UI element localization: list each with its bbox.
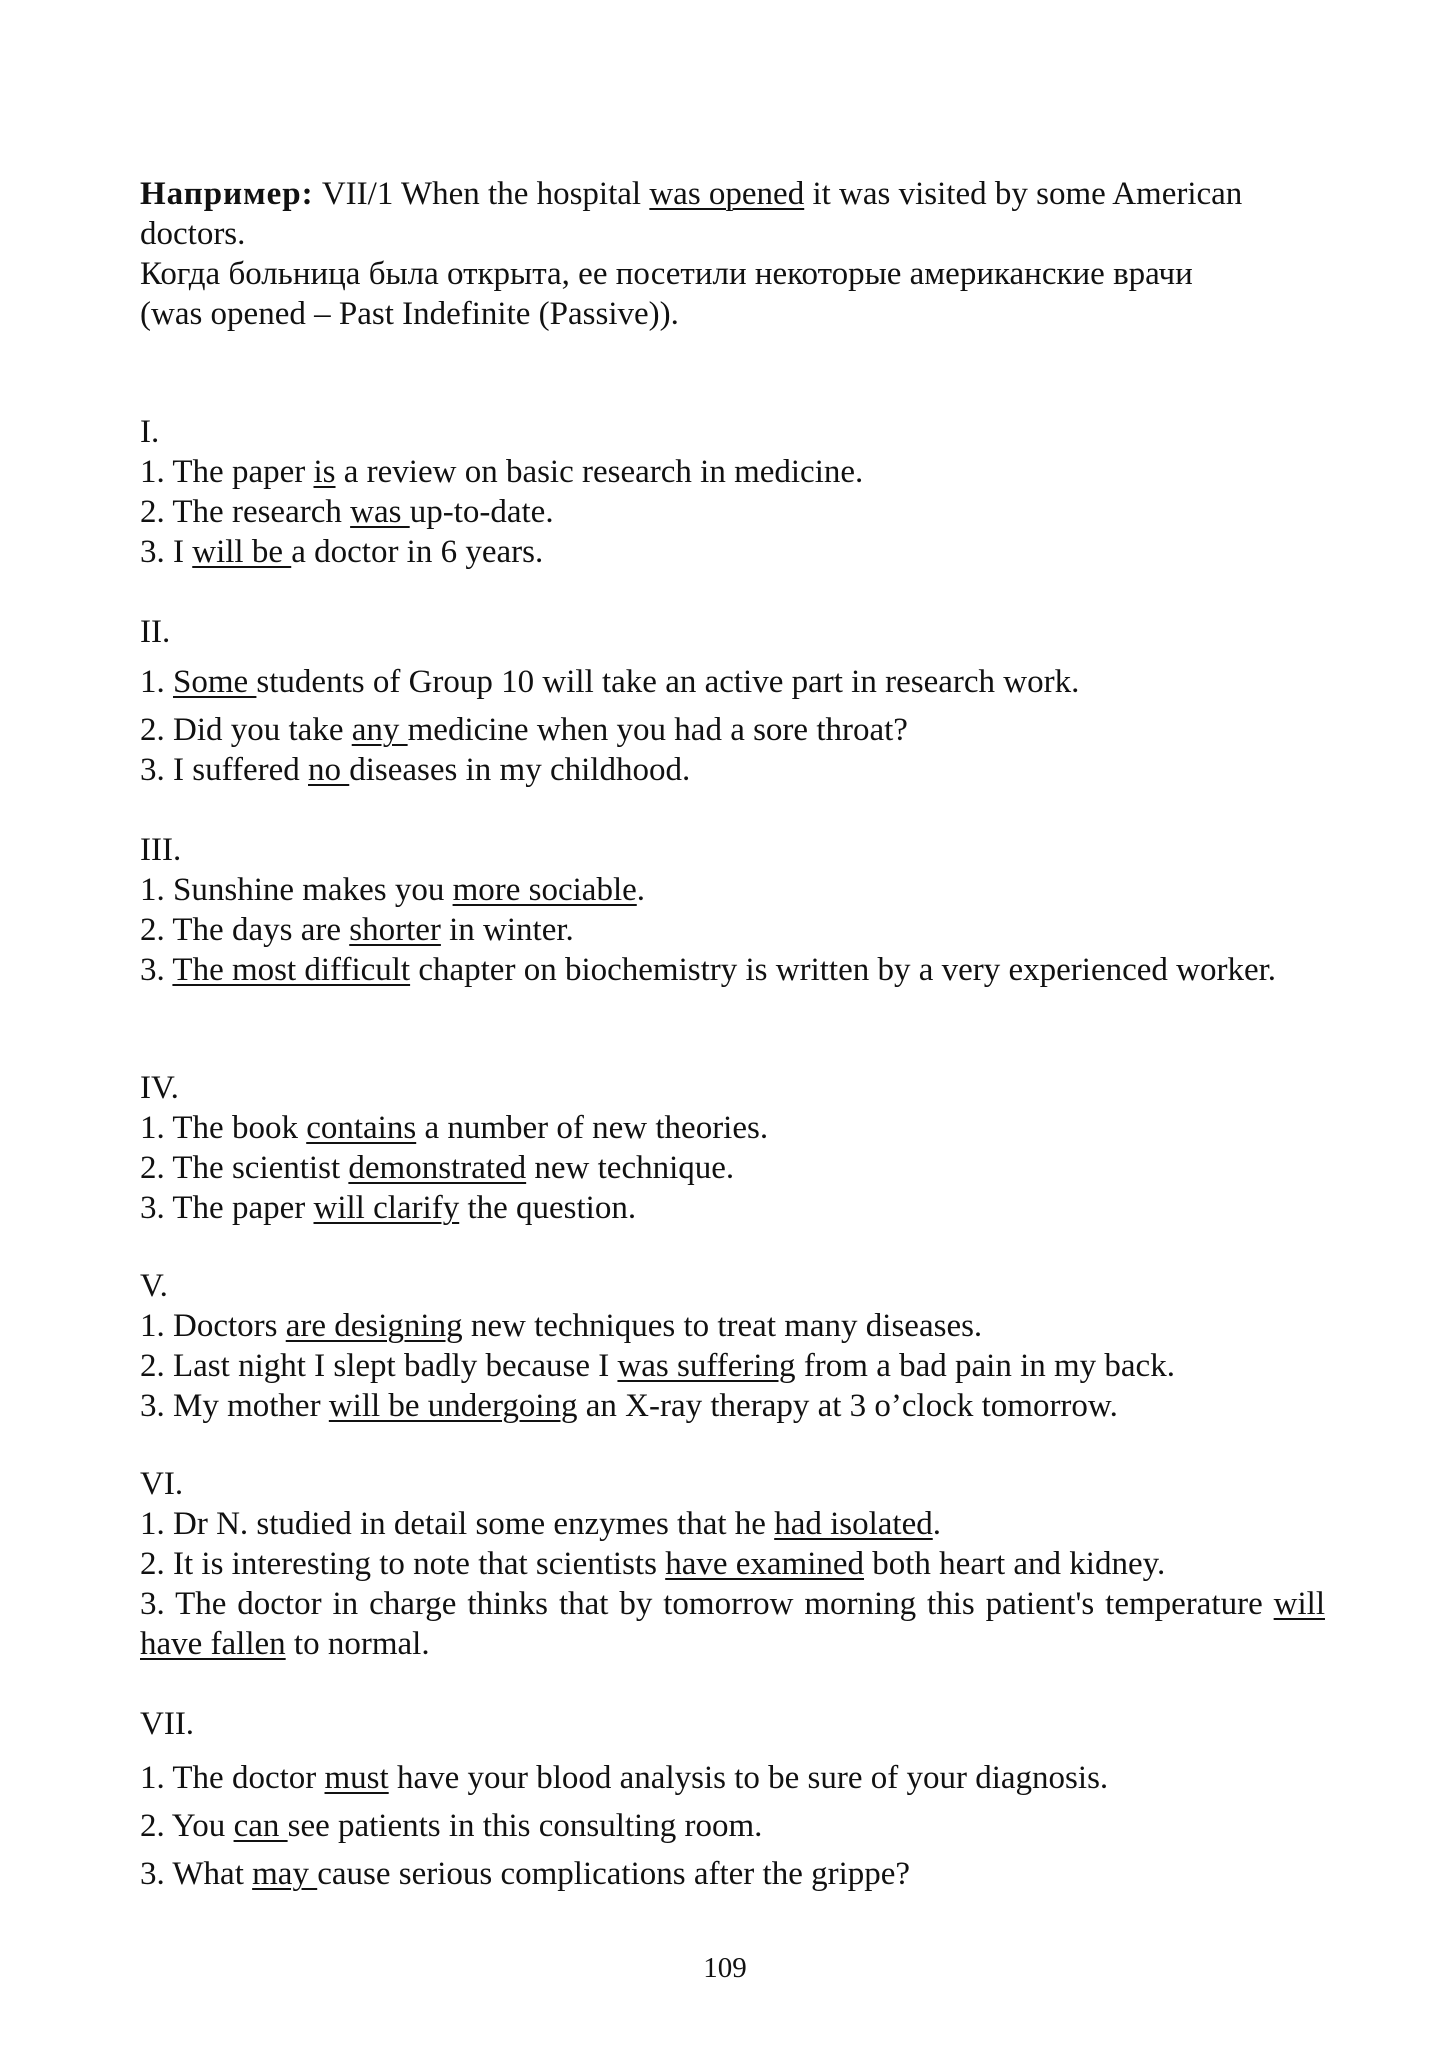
example-text: VII/1 When the hospital xyxy=(313,176,650,212)
section-heading-2: II. xyxy=(140,614,171,650)
sentence-7-1: 1. The doctor must have your blood analysis to be sure of your diagnosis. xyxy=(140,1760,1109,1796)
section-heading-7: VII. xyxy=(140,1706,195,1742)
sentence-2-1: 1. Some students of Group 10 will take an active part in research work. xyxy=(140,664,1080,700)
sentence-5-2: 2. Last night I slept badly because I was suffering from a bad pain in my back. xyxy=(140,1348,1175,1384)
section-heading-5: V. xyxy=(140,1268,168,1304)
example-underlined: was opened xyxy=(649,176,805,212)
section-heading-6: VI. xyxy=(140,1466,184,1502)
example-text: it was visited by some American doctors. xyxy=(140,176,1243,252)
sentence-5-3: 3. My mother will be undergoing an X-ray therapy at 3 o’clock tomorrow. xyxy=(140,1388,1118,1424)
sentence-2-3: 3. I suffered no diseases in my childhood. xyxy=(140,752,691,788)
sentence-2-2: 2. Did you take any medicine when you had a sore throat? xyxy=(140,712,908,748)
sentence-6-3: 3. The doctor in charge thinks that by tomorrow morning this patient's temperature will have fallen to normal. xyxy=(140,1586,1325,1662)
example-translation: Когда больница была открыта, ее посетили некоторые американские врачи xyxy=(140,256,1193,292)
sentence-3-2: 2. The days are shorter in winter. xyxy=(140,912,574,948)
sentence-3-3: 3. The most difficult chapter on biochemistry is written by a very experienced worker. xyxy=(140,952,1277,988)
section-heading-3: III. xyxy=(140,832,182,868)
section-heading-1: I. xyxy=(140,414,160,450)
sentence-6-1: 1. Dr N. studied in detail some enzymes that he had isolated. xyxy=(140,1506,941,1542)
sentence-3-1: 1. Sunshine makes you more sociable. xyxy=(140,872,646,908)
sentence-4-2: 2. The scientist demonstrated new technique. xyxy=(140,1150,735,1186)
sentence-7-2: 2. You can see patients in this consulting room. xyxy=(140,1808,763,1844)
sentence-1-2: 2. The research was up-to-date. xyxy=(140,494,554,530)
example-line-1 xyxy=(140,174,1325,254)
sentence-4-1: 1. The book contains a number of new theories. xyxy=(140,1110,769,1146)
example-lead: Например: xyxy=(140,176,314,212)
sentence-1-3: 3. I will be a doctor in 6 years. xyxy=(140,534,544,570)
section-heading-4: IV. xyxy=(140,1070,179,1106)
sentence-4-3: 3. The paper will clarify the question. xyxy=(140,1190,637,1226)
sentence-5-1: 1. Doctors are designing new techniques to treat many diseases. xyxy=(140,1308,983,1344)
example-note: (was opened – Past Indefinite (Passive)). xyxy=(140,296,679,332)
example-block xyxy=(140,174,1325,334)
page-number: 109 xyxy=(703,1952,747,1984)
sentence-6-2: 2. It is interesting to note that scientists have examined both heart and kidney. xyxy=(140,1546,1166,1582)
sentence-7-3: 3. What may cause serious complications after the grippe? xyxy=(140,1856,911,1892)
sentence-1-1: 1. The paper is a review on basic research in medicine. xyxy=(140,454,864,490)
